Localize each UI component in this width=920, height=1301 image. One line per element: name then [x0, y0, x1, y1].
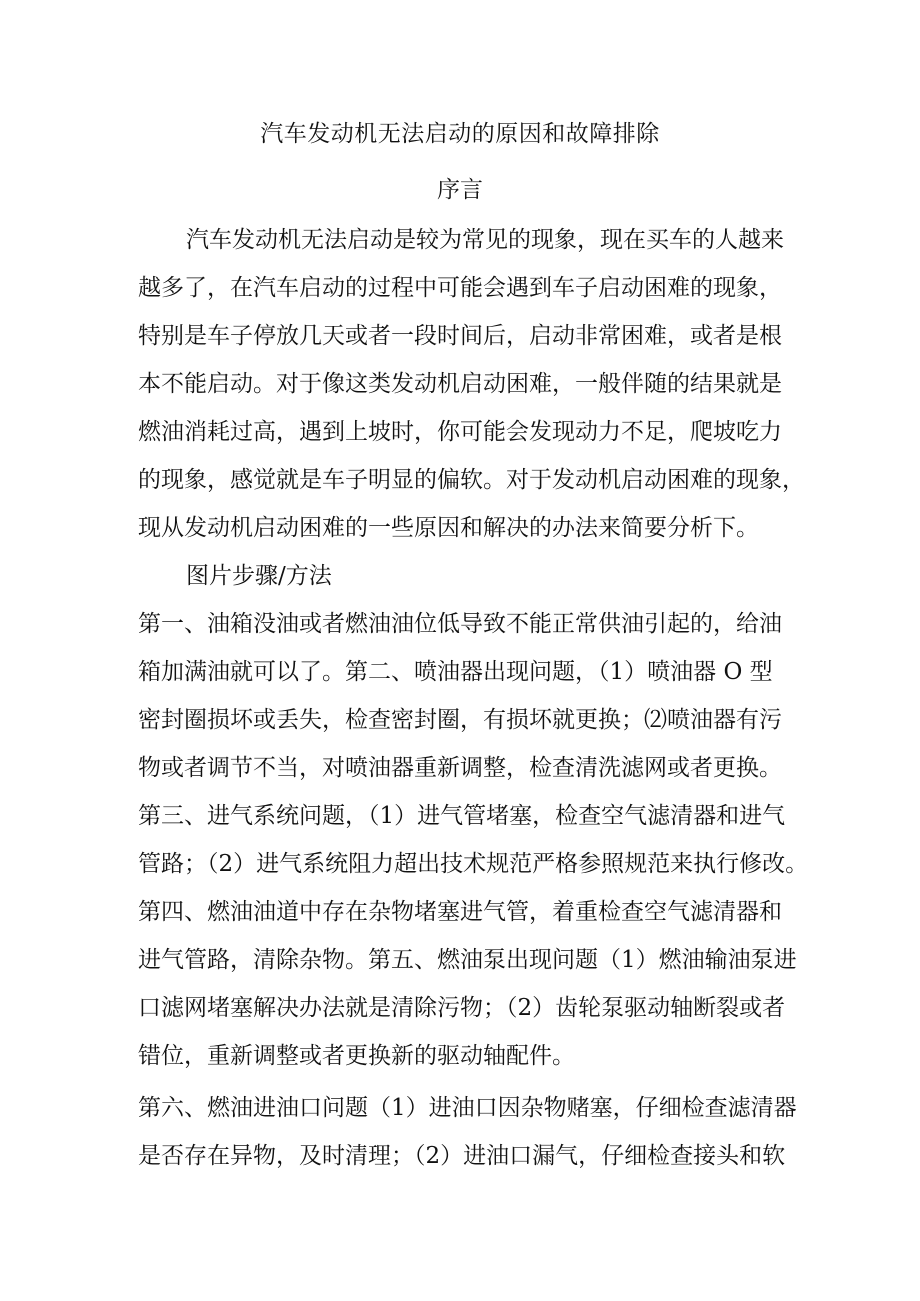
body-line: 进气管路，清除杂物。第五、燃油泵出现问题（1）燃油输油泵进: [138, 947, 797, 973]
intro-line: 现从发动机启动困难的一些原因和解决的办法来简要分析下。: [138, 515, 759, 541]
body-line: 第四、燃油油道中存在杂物堵塞进气管，着重检查空气滤清器和: [138, 899, 782, 925]
intro-line: 本不能启动。对于像这类发动机启动困难，一般伴随的结果就是: [138, 371, 782, 397]
intro-line: 特别是车子停放几天或者一段时间后，启动非常困难，或者是根: [138, 323, 782, 349]
intro-line: 越多了，在汽车启动的过程中可能会遇到车子启动困难的现象，: [138, 275, 782, 301]
body-line: 错位，重新调整或者更换新的驱动轴配件。: [138, 1043, 575, 1069]
intro-line: 汽车发动机无法启动是较为常见的现象，现在买车的人越来: [186, 227, 784, 253]
intro-line: 燃油消耗过高，遇到上坡时，你可能会发现动力不足，爬坡吃力: [138, 419, 782, 445]
body-line: 管路；（2）进气系统阻力超出技术规范严格参照规范来执行修改。: [138, 851, 809, 877]
section-heading: 图片步骤/方法: [186, 563, 332, 589]
body-line: 第三、进气系统问题，（1）进气管堵塞，检查空气滤清器和进气: [138, 803, 786, 829]
body-line: 口滤网堵塞解决办法就是清除污物；（2）齿轮泵驱动轴断裂或者: [138, 995, 786, 1021]
body-line: 密封圈损坏或丢失，检查密封圈，有损坏就更换；⑵喷油器有污: [138, 707, 782, 733]
body-line: 是否存在异物，及时清理；（2）进油口漏气，仔细检查接头和软: [138, 1143, 786, 1169]
body-line: 物或者调节不当，对喷油器重新调整，检查清洗滤网或者更换。: [138, 755, 782, 781]
document-subtitle: 序言: [437, 177, 483, 203]
body-line: 第六、燃油进油口问题（1）进油口因杂物赌塞，仔细检查滤清器: [138, 1095, 797, 1121]
body-line: 第一、油箱没油或者燃油油位低导致不能正常供油引起的，给油: [138, 611, 782, 637]
document-title: 汽车发动机无法启动的原因和故障排除: [260, 121, 660, 147]
body-line: 箱加满油就可以了。第二、喷油器出现问题，（1）喷油器 O 型: [138, 659, 773, 685]
intro-line: 的现象，感觉就是车子明显的偏软。对于发动机启动困难的现象，: [138, 467, 805, 493]
